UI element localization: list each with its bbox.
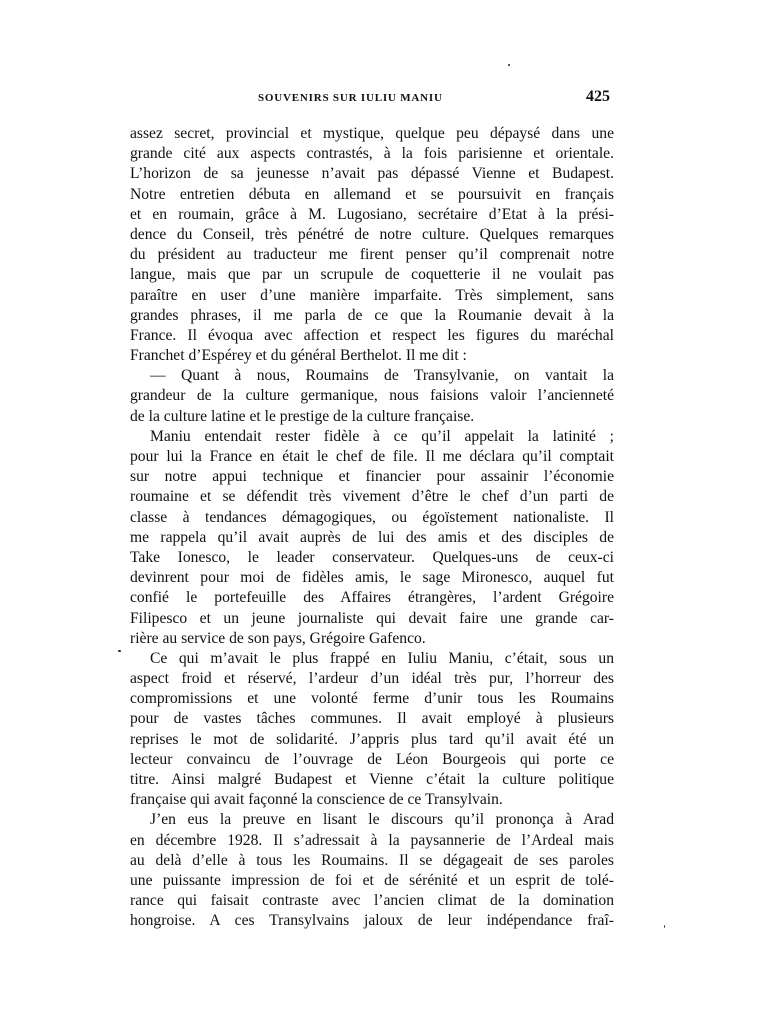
text-line: lecteur convaincu de l’ouvrage de Léon Bourgeois qui porte ce [130, 750, 614, 768]
text-line: L’horizon de sa jeunesse n’avait pas dépassé Vienne et Budapest. [130, 165, 614, 183]
running-head: SOUVENIRS SUR IULIU MANIU [258, 92, 443, 104]
text-line: Franchet d’Espérey et du général Berthelot. Il me dit : [130, 347, 467, 365]
text-line: — Quant à nous, Roumains de Transylvanie, on vantait la [150, 367, 614, 385]
text-line: Notre entretien débuta en allemand et se poursuivit en français [130, 185, 614, 203]
text-line: de la culture latine et le prestige de la culture française. [130, 407, 475, 425]
text-line: pour de vastes tâches communes. Il avait employé à plusieurs [130, 710, 614, 728]
text-line: France. Il évoqua avec affection et respect les figures du maréchal [130, 326, 614, 344]
text-line: J’en eus la preuve en lisant le discours qu’il prononça à Arad [150, 811, 614, 829]
text-line: roumaine et se défendit très vivement d’être le chef d’un parti de [130, 488, 614, 506]
text-line: aspect froid et réservé, l’ardeur d’un idéal très pur, l’horreur des [130, 670, 614, 688]
text-line: assez secret, provincial et mystique, quelque peu dépaysé dans une [130, 125, 614, 142]
text-line: compromissions et une volonté ferme d’unir tous les Roumains [130, 690, 614, 708]
text-line: du président au traducteur me firent penser qu’il comprenait notre [130, 246, 614, 264]
text-line: langue, mais que par un scrupule de coquetterie il ne voulait pas [130, 266, 614, 284]
text-line: Take Ionesco, le leader conservateur. Quelques-uns de ceux-ci [130, 548, 614, 566]
text-line: titre. Ainsi malgré Budapest et Vienne c’était la culture politique [130, 771, 614, 788]
text-line: et en roumain, grâce à M. Lugosiano, secrétaire d’Etat à la prési- [130, 205, 614, 223]
page-number: 425 [586, 88, 610, 105]
text-line: grande cité aux aspects contrastés, à la fois parisienne et orientale. [130, 145, 614, 163]
text-line: une puissante impression de foi et de sérénité et un esprit de tolé- [130, 871, 614, 889]
text-line: pour lui la France en était le chef de file. Il me déclara qu’il comptait [130, 448, 614, 465]
scan-speck [118, 650, 121, 652]
text-line: grandeur de la culture germanique, nous faisions valoir l’ancienneté [130, 387, 614, 405]
text-line: dence du Conseil, très pénétré de notre culture. Quelques remarques [130, 225, 614, 243]
text-line: Maniu entendait rester fidèle à ce qu’il appelait la latinité ; [150, 427, 614, 445]
text-line: devinrent pour moi de fidèles amis, le sage Mironesco, auquel fut [130, 569, 614, 587]
text-line: française qui avait façonné la conscience de ce Transylvain. [130, 791, 503, 809]
text-line: me rappela qu’il avait auprès de lui des amis et des disciples de [130, 528, 614, 546]
text-line: hongroise. A ces Transylvains jaloux de leur indépendance fraî- [130, 912, 614, 930]
scan-speck [508, 64, 510, 66]
text-line: confié le portefeuille des Affaires étrangères, l’ardent Grégoire [130, 589, 614, 607]
text-line: sur notre appui technique et financier pour assainir l’économie [130, 468, 614, 486]
text-line: paraître en user d’une manière imparfaite. Très simplement, sans [130, 286, 614, 304]
text-line: rière au service de son pays, Grégoire Gafenco. [130, 629, 426, 647]
scan-speck [664, 925, 665, 928]
text-line: en décembre 1928. Il s’adressait à la paysannerie de l’Ardeal mais [130, 831, 614, 849]
text-line: rance qui faisait contraste avec l’ancien climat de la domination [130, 892, 614, 910]
page-header [130, 86, 610, 110]
text-line: grandes phrases, il me parla de ce que la Roumanie devait à la [130, 306, 614, 324]
text-line: au delà d’elle à tous les Roumains. Il se dégageait de ses paroles [130, 851, 614, 869]
text-line: reprises le mot de solidarité. J’appris plus tard qu’il avait été un [130, 730, 614, 748]
text-line: Filipesco et un jeune journaliste qui devait faire une grande car- [130, 609, 614, 627]
body-text [130, 124, 614, 932]
text-line: Ce qui m’avait le plus frappé en Iuliu Maniu, c’était, sous un [150, 649, 614, 667]
text-line: classe à tendances démagogiques, ou égoïstement nationaliste. Il [130, 508, 614, 526]
